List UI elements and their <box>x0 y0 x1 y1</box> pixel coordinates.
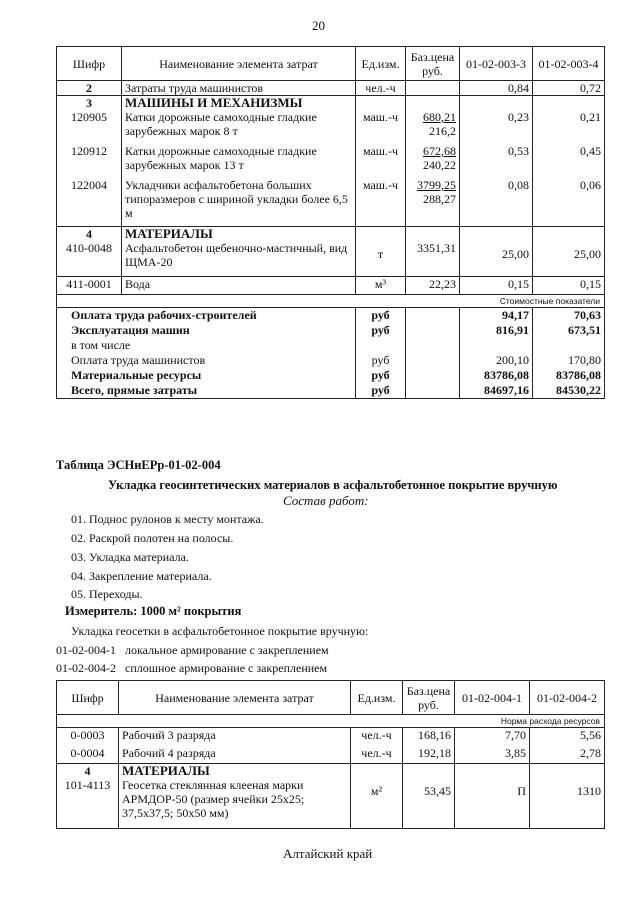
variant-2: 01-02-004-2 сплошное армирование с закреплением <box>56 661 328 675</box>
cost-indicators-header-row: Стоимостные показатели <box>57 295 605 308</box>
summary-row: в том числе <box>57 338 605 353</box>
header-base-price: Баз.цена руб. <box>403 681 455 715</box>
step-4: 04. Закрепление материала. <box>71 569 212 583</box>
header-unit: Ед.изм. <box>351 681 403 715</box>
header-col2: 01-02-003-4 <box>533 47 605 81</box>
header-unit: Ед.изм. <box>356 47 406 81</box>
header-col1: 01-02-004-1 <box>455 681 530 715</box>
header-name: Наименование элемента затрат <box>122 47 356 81</box>
section-description: Укладка геосетки в асфальтобетонное покрытие вручную: <box>71 624 369 638</box>
step-2: 02. Раскрой полотен на полосы. <box>71 531 234 545</box>
table-row: 410-0048 Асфальтобетон щебеночно-мастичный, вид ЩМА-20 т 3351,31 25,00 25,00 <box>57 241 605 277</box>
resource-table-2 <box>56 680 605 829</box>
cost-table-1 <box>56 46 605 308</box>
measure-label: Измеритель: 1000 м² покрытия <box>65 604 242 618</box>
table-row: 2 Затраты труда машинистов чел.-ч 0,84 0,72 <box>57 81 605 96</box>
header-code: Шифр <box>57 47 122 81</box>
summary-row: Оплата труда машинистов руб 200,10 170,80 <box>57 353 605 368</box>
step-3: 03. Укладка материала. <box>71 550 189 564</box>
table-row: 120912 Катки дорожные самоходные гладкие зарубежных марок 13 т маш.-ч 672,68 240,22 0,53 0,45 <box>57 144 605 178</box>
section-subtitle: Состав работ: <box>283 493 369 508</box>
table-row: 0-0004 Рабочий 4 разряда чел.-ч 192,18 3,85 2,78 <box>57 746 605 764</box>
summary-row: Материальные ресурсы руб 83786,08 83786,08 <box>57 368 605 383</box>
step-1: 01. Поднос рулонов к месту монтажа. <box>71 512 264 526</box>
header-code: Шифр <box>57 681 119 715</box>
table-row: 3 МАШИНЫ И МЕХАНИЗМЫ <box>57 96 605 111</box>
summary-row: Эксплуатация машин руб 816,91 673,51 <box>57 323 605 338</box>
table-row: 411-0001 Вода м³ 22,23 0,15 0,15 <box>57 277 605 295</box>
table-row: 101-4113 Геосетка стеклянная клееная марки АРМДОР-50 (размер ячейки 25х25; 37,5х37,5; 50х50 мм) м² 53,45 П 1310 <box>57 778 605 828</box>
step-5: 05. Переходы. <box>71 587 143 601</box>
table-label: Таблица ЭСНиЕРр-01-02-004 <box>56 458 221 472</box>
table-row: 122004 Укладчики асфальтобетона больших типоразмеров с шириной укладки более 6,5 м маш.-ч 3799,25 288,27 0,08 0,06 <box>57 178 605 226</box>
header-name: Наименование элемента затрат <box>119 681 351 715</box>
cost-summary-table <box>56 308 605 399</box>
summary-row: Оплата труда рабочих-строителей руб 94,17 70,63 <box>57 308 605 323</box>
norm-header-row: Норма расхода ресурсов <box>57 715 605 728</box>
table-row: 0-0003 Рабочий 3 разряда чел.-ч 168,16 7,70 5,56 <box>57 728 605 746</box>
header-col1: 01-02-003-3 <box>460 47 533 81</box>
header-col2: 01-02-004-2 <box>530 681 605 715</box>
table-row: 120905 Катки дорожные самоходные гладкие зарубежных марок 8 т маш.-ч 680,21 216,2 0,23 0,21 <box>57 110 605 144</box>
section-title: Укладка геосинтетических материалов в асфальтобетонное покрытие вручную <box>108 478 558 492</box>
page-number: 20 <box>312 18 325 33</box>
table-row: 4 МАТЕРИАЛЫ <box>57 226 605 241</box>
table-row: 4 МАТЕРИАЛЫ <box>57 764 605 779</box>
variant-1: 01-02-004-1 локальное армирование с закреплением <box>56 643 329 657</box>
header-base-price: Баз.цена руб. <box>406 47 460 81</box>
summary-row: Всего, прямые затраты руб 84697,16 84530,22 <box>57 383 605 399</box>
footer-region: Алтайский край <box>283 846 373 861</box>
